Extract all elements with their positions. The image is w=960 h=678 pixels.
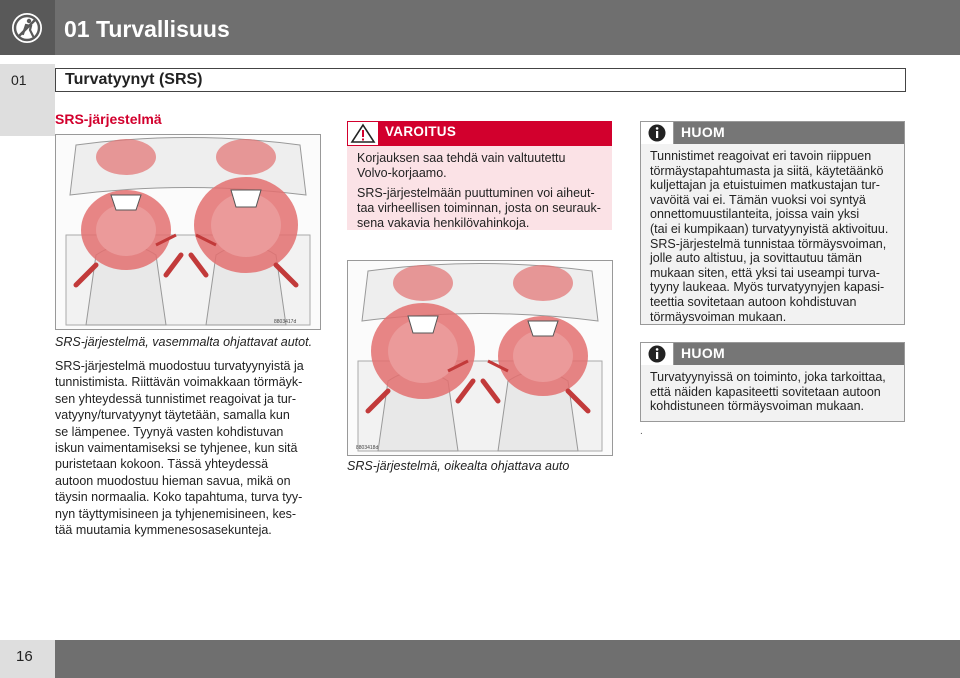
figure-code: 8803418d <box>356 445 379 451</box>
header-title: 01 Turvallisuus <box>64 16 230 42</box>
page-number: 16 <box>16 648 33 665</box>
body-line: täysin normaalia. Koko tapahtuma, turva tyy- <box>55 490 303 505</box>
warning-icon-box <box>347 121 379 146</box>
warning-paragraph <box>357 186 607 232</box>
body-line: sen yhteydessä tunnistimet reagoivat ja tur- <box>55 391 297 406</box>
note-line: SRS-järjestelmä tunnistaa törmäysvoiman, <box>650 236 887 251</box>
warning-header <box>347 121 612 146</box>
body-text <box>55 358 325 538</box>
note-box <box>640 342 905 422</box>
warning-line: sena vakavia henkilövahinkoja. <box>357 216 530 231</box>
body-line: SRS-järjestelmä muodostuu turvatyynyistä ja <box>55 359 304 373</box>
body-line: se lämpenee. Tyynyä vasten kohdistuvan <box>55 424 284 439</box>
warning-line: taa virheellisen toiminnan, josta on seurauk- <box>357 200 601 215</box>
info-icon <box>641 122 673 144</box>
figure-left-airbags <box>55 134 321 330</box>
warning-label: VAROITUS <box>385 124 457 139</box>
warning-line: Volvo-korjaamo. <box>357 166 447 181</box>
body-line: autoon muodostuu hieman savua, mikä on <box>55 473 291 488</box>
subheading: SRS-järjestelmä <box>55 111 162 127</box>
note-line: kohdistuneen törmäysvoiman mukaan. <box>650 399 865 414</box>
note-line: vavöitä vai ei. Tämän vuoksi voi syntyä <box>650 192 866 207</box>
note-text <box>650 149 900 324</box>
note-header <box>641 343 904 365</box>
figure-right-airbags <box>347 260 613 456</box>
page-header <box>0 0 960 55</box>
no-seat-restriction-icon <box>11 12 43 44</box>
airbag-diagram-right <box>348 261 612 455</box>
section-title-box <box>55 68 906 92</box>
warning-line: SRS-järjestelmään puuttuminen voi aiheut- <box>357 185 595 200</box>
note-line: mukaan siten, että yksi tai useampi turva- <box>650 265 880 280</box>
note-line: jolle auto altistuu, ja sovittautuu tämän <box>650 251 862 266</box>
stray-mark: . <box>640 426 643 437</box>
note-line: tyyny laukeaa. Myös turvatyynyjen kapasi- <box>650 280 885 295</box>
airbag-diagram-left <box>56 135 320 329</box>
body-line: puristetaan kokoon. Tässä yhteydessä <box>55 457 269 472</box>
body-line: iskun vaimentamiseksi se tyhjenee, kun sitä <box>55 441 298 456</box>
note-box <box>640 121 905 325</box>
header-icon-box <box>0 0 55 55</box>
chapter-number: 01 <box>11 72 27 88</box>
note-label: HUOM <box>681 124 725 140</box>
note-line: törmäysvoiman mukaan. <box>650 309 787 324</box>
body-line: tää muutamia kymmenesosasekunteja. <box>55 523 272 538</box>
note-line: teettia sovitetaan autoon kohdistuvan <box>650 294 857 309</box>
warning-box <box>347 121 612 230</box>
warning-text <box>357 151 607 235</box>
figure-right-caption: SRS-järjestelmä, oikealta ohjattava auto <box>347 459 570 473</box>
body-line: vatyyny/turvatyynyt täytetään, samalla kun <box>55 408 290 423</box>
note-line: onnettomuustilanteita, joissa vain yksi <box>650 207 860 222</box>
note-line: Turvatyynyissä on toiminto, joka tarkoittaa, <box>650 370 886 384</box>
figure-code: 8803417d <box>274 319 297 325</box>
note-text <box>650 370 900 414</box>
note-icon-box <box>641 122 674 144</box>
figure-left-caption: SRS-järjestelmä, vasemmalta ohjattavat autot. <box>55 335 313 349</box>
info-icon <box>641 343 673 365</box>
note-line: törmäystapahtumasta ja siitä, käytetäänkö <box>650 163 884 178</box>
warning-paragraph <box>357 151 607 182</box>
page-number-tab <box>0 640 55 678</box>
note-icon-box <box>641 343 674 365</box>
section-title: Turvatyynyt (SRS) <box>65 71 203 88</box>
note-label: HUOM <box>681 345 725 361</box>
note-line: (tai ei kumpikaan) turvatyynyistä aktivoituu. <box>650 221 889 236</box>
page-footer <box>0 640 960 678</box>
note-line: että näiden kapasiteetti sovitetaan autoon <box>650 384 881 399</box>
warning-line: Korjauksen saa tehdä vain valtuutettu <box>357 151 566 165</box>
body-line: nyn täyttymisineen ja tyhjenemisineen, kes- <box>55 506 297 521</box>
warning-triangle-icon <box>348 122 378 145</box>
chapter-tab <box>0 64 55 136</box>
note-line: Tunnistimet reagoivat eri tavoin riippuen <box>650 149 872 163</box>
note-header <box>641 122 904 144</box>
body-line: tunnistimista. Riittävän voimakkaan törmäyk- <box>55 375 303 390</box>
note-line: kuljettajan ja etuistuimen matkustajan tur- <box>650 178 880 193</box>
